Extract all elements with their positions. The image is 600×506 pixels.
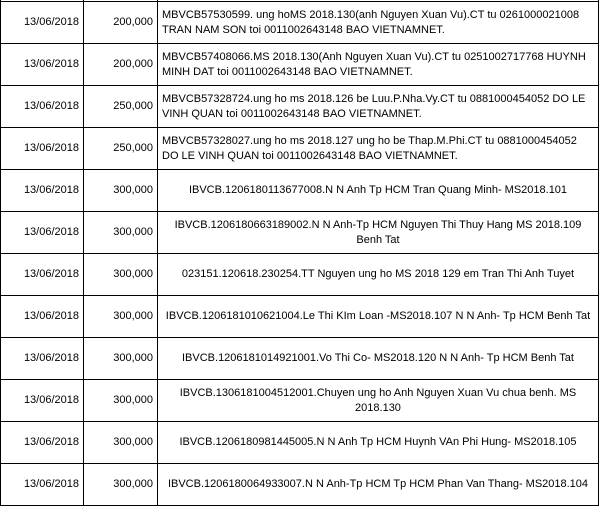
table-row [1,422,599,464]
table-row [1,296,599,338]
amount-cell: 200,000 [84,2,158,44]
description-cell: MBVCB57530599. ung hoMS 2018.130(anh Nguyen Xuan Vu).CT tu 0261000021008 TRAN NAM SON toi 0011002643148 BAO VIETNAMNET. [158,2,599,44]
description-cell: IBVCB.1206180663189002.N N Anh-Tp HCM Nguyen Thi Thuy Hang MS 2018.109 Benh Tat [158,212,599,254]
amount-cell: 300,000 [84,170,158,212]
description-cell: 023151.120618.230254.TT Nguyen ung ho MS 2018 129 em Tran Thi Anh Tuyet [158,254,599,296]
amount-cell: 300,000 [84,212,158,254]
table-row [1,380,599,422]
table-row [1,338,599,380]
description-cell: MBVCB57408066.MS 2018.130(Anh Nguyen Xuan Vu).CT tu 0251002717768 HUYNH MINH DAT toi 0011002643148 BAO VIETNAMNET. [158,44,599,86]
amount-cell: 300,000 [84,254,158,296]
amount-cell: 300,000 [84,380,158,422]
date-cell: 13/06/2018 [1,422,84,464]
date-cell: 13/06/2018 [1,86,84,128]
date-cell: 13/06/2018 [1,380,84,422]
table-row [1,464,599,506]
table-row [1,212,599,254]
description-cell: IBVCB.1206180981445005.N N Anh Tp HCM Huynh VAn Phi Hung- MS2018.105 [158,422,599,464]
date-cell: 13/06/2018 [1,212,84,254]
date-cell: 13/06/2018 [1,296,84,338]
table-row [1,254,599,296]
table-row [1,44,599,86]
amount-cell: 300,000 [84,338,158,380]
description-cell: MBVCB57328027.ung ho ms 2018.127 ung ho be Thap.M.Phi.CT tu 0881000454052 DO LE VINH QUAN toi 0011002643148 BAO VIETNAMNET. [158,128,599,170]
amount-cell: 300,000 [84,422,158,464]
description-cell: IBVCB.1306181004512001.Chuyen ung ho Anh Nguyen Xuan Vu chua benh. MS 2018.130 [158,380,599,422]
date-cell: 13/06/2018 [1,44,84,86]
date-cell: 13/06/2018 [1,254,84,296]
amount-cell: 200,000 [84,44,158,86]
table-row [1,2,599,44]
date-cell: 13/06/2018 [1,170,84,212]
table-row [1,128,599,170]
table-row [1,86,599,128]
description-cell: IBVCB.1206180064933007.N N Anh-Tp HCM Tp HCM Phan Van Thang- MS2018.104 [158,464,599,506]
description-cell: IBVCB.1206180113677008.N N Anh Tp HCM Tran Quang Minh- MS2018.101 [158,170,599,212]
date-cell: 13/06/2018 [1,338,84,380]
amount-cell: 250,000 [84,128,158,170]
date-cell: 13/06/2018 [1,2,84,44]
table-row [1,170,599,212]
description-cell: IBVCB.1206181014921001.Vo Thi Co- MS2018.120 N N Anh- Tp HCM Benh Tat [158,338,599,380]
date-cell: 13/06/2018 [1,464,84,506]
description-cell: MBVCB57328724.ung ho ms 2018.126 be Luu.P.Nha.Vy.CT tu 0881000454052 DO LE VINH QUAN toi 0011002643148 BAO VIETNAMNET. [158,86,599,128]
amount-cell: 250,000 [84,86,158,128]
amount-cell: 300,000 [84,296,158,338]
date-cell: 13/06/2018 [1,128,84,170]
description-cell: IBVCB.1206181010621004.Le Thi KIm Loan -MS2018.107 N N Anh- Tp HCM Benh Tat [158,296,599,338]
amount-cell: 300,000 [84,464,158,506]
